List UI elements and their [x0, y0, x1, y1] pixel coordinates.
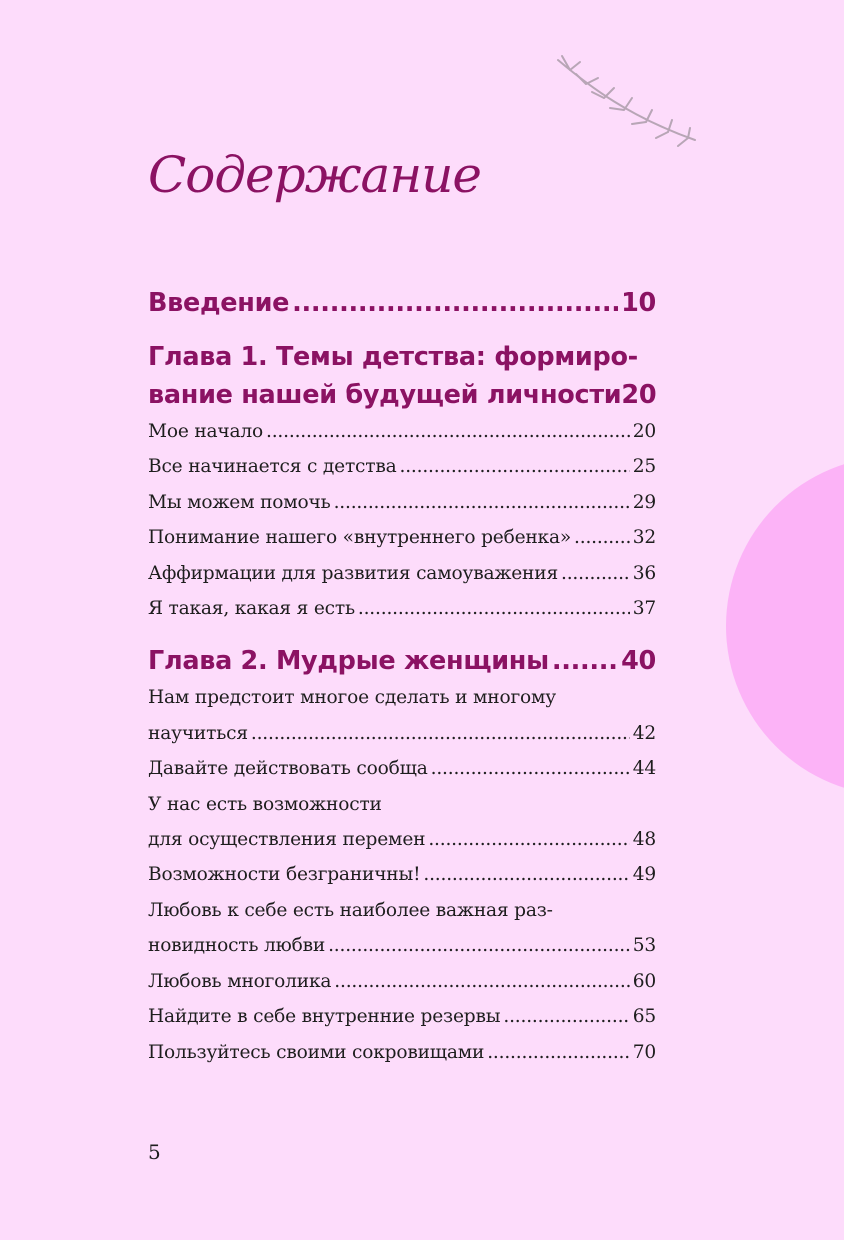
toc-entry-page: 44 — [632, 758, 656, 780]
toc-entry-page: 20 — [632, 421, 656, 442]
toc-entry-label: Давайте действовать сообща — [148, 758, 428, 780]
toc-entry[interactable] — [148, 520, 656, 555]
toc-entry-label-line2: вание нашей будущей личности — [148, 380, 622, 410]
toc-entry-label: Найдите в себе внутренние резервы — [148, 1006, 501, 1028]
toc-entry-page: 53 — [632, 935, 656, 957]
toc-entry[interactable] — [148, 857, 656, 892]
toc-entry-label: Мое начало — [148, 421, 264, 442]
toc-entry-label-line1: Глава 1. Темы детства: формиро- — [148, 342, 638, 372]
toc-entry-label-line1: Нам предстоит многое сделать и многому — [148, 687, 556, 709]
toc-entry-page: 70 — [632, 1041, 656, 1063]
toc-entry-label: Любовь многолика — [148, 970, 332, 992]
toc-entry-label: Глава 2. Мудрые женщины — [148, 646, 549, 677]
toc-entry-label: Мы можем помочь — [148, 491, 331, 513]
dot-leader — [552, 642, 618, 680]
toc-entry[interactable] — [148, 787, 656, 858]
toc-entry-page: 42 — [632, 722, 656, 744]
toc-entry[interactable] — [148, 485, 656, 520]
dot-leader — [574, 520, 630, 555]
toc-entry-page: 48 — [632, 829, 656, 851]
toc-entry-label-line2: для осуществления перемен — [148, 829, 426, 851]
dot-leader — [251, 716, 630, 751]
dot-leader — [503, 999, 629, 1034]
toc-entry-label: Я такая, какая я есть — [148, 598, 355, 620]
decorative-circle — [726, 456, 844, 796]
toc-entry[interactable] — [148, 999, 656, 1034]
toc-entry[interactable] — [148, 556, 656, 591]
dot-leader — [423, 857, 629, 892]
toc-entry-label-line2: научиться — [148, 722, 248, 744]
toc-entry-page: 32 — [632, 527, 656, 549]
toc-entry-label: Возможности безграничны! — [148, 864, 421, 886]
toc-entry-label: Понимание нашего «внутреннего ребенка» — [148, 527, 572, 549]
dot-leader — [334, 964, 629, 999]
toc-entry-page: 25 — [632, 456, 656, 478]
toc-entry[interactable] — [148, 449, 656, 484]
dot-leader — [334, 485, 630, 520]
toc-entry-intro[interactable] — [148, 284, 656, 322]
leaf-sprig-icon — [550, 52, 710, 152]
toc-entry-label-line2: новидность любви — [148, 935, 326, 957]
toc-entry[interactable] — [148, 591, 656, 626]
toc-entry[interactable] — [148, 414, 656, 449]
dot-leader — [328, 928, 630, 963]
toc-entry-page: 65 — [632, 1006, 656, 1028]
page-number: 5 — [148, 1140, 161, 1164]
toc-entry-page: 37 — [632, 598, 656, 620]
dot-leader — [292, 284, 618, 322]
toc-entry-page: 29 — [632, 491, 656, 513]
toc-entry-page: 49 — [632, 864, 656, 886]
page-title: Содержание — [148, 146, 482, 204]
dot-leader — [428, 822, 629, 857]
dot-leader — [487, 1035, 630, 1070]
toc-entry[interactable] — [148, 893, 656, 964]
toc-entry-label: Введение — [148, 288, 290, 318]
dot-leader — [400, 449, 630, 484]
toc-entry-label-line1: У нас есть возможности — [148, 793, 382, 815]
dot-leader — [358, 591, 630, 626]
toc-entry-label: Пользуйтесь своими сокровищами — [148, 1041, 485, 1063]
toc-entry-page: 60 — [632, 970, 656, 992]
toc-entry[interactable] — [148, 751, 656, 786]
toc-entry-page: 36 — [632, 562, 656, 584]
table-of-contents — [148, 284, 656, 1070]
toc-entry-label: Аффирмации для развития самоуважения — [148, 562, 558, 584]
toc-entry-page: 40 — [621, 646, 656, 677]
toc-entry-page: 10 — [621, 288, 656, 318]
toc-entry[interactable] — [148, 1035, 656, 1070]
toc-entry[interactable] — [148, 964, 656, 999]
toc-entry-page: 20 — [621, 380, 657, 410]
toc-entry-chapter-1[interactable] — [148, 338, 656, 414]
dot-leader — [431, 751, 630, 786]
toc-entry-label: Все начинается с детства — [148, 456, 397, 478]
toc-entry-chapter-2[interactable] — [148, 642, 656, 680]
toc-entry[interactable] — [148, 680, 656, 751]
toc-entry-label-line1: Любовь к себе есть наиболее важная раз- — [148, 899, 553, 921]
dot-leader — [266, 414, 630, 449]
dot-leader — [561, 556, 630, 591]
